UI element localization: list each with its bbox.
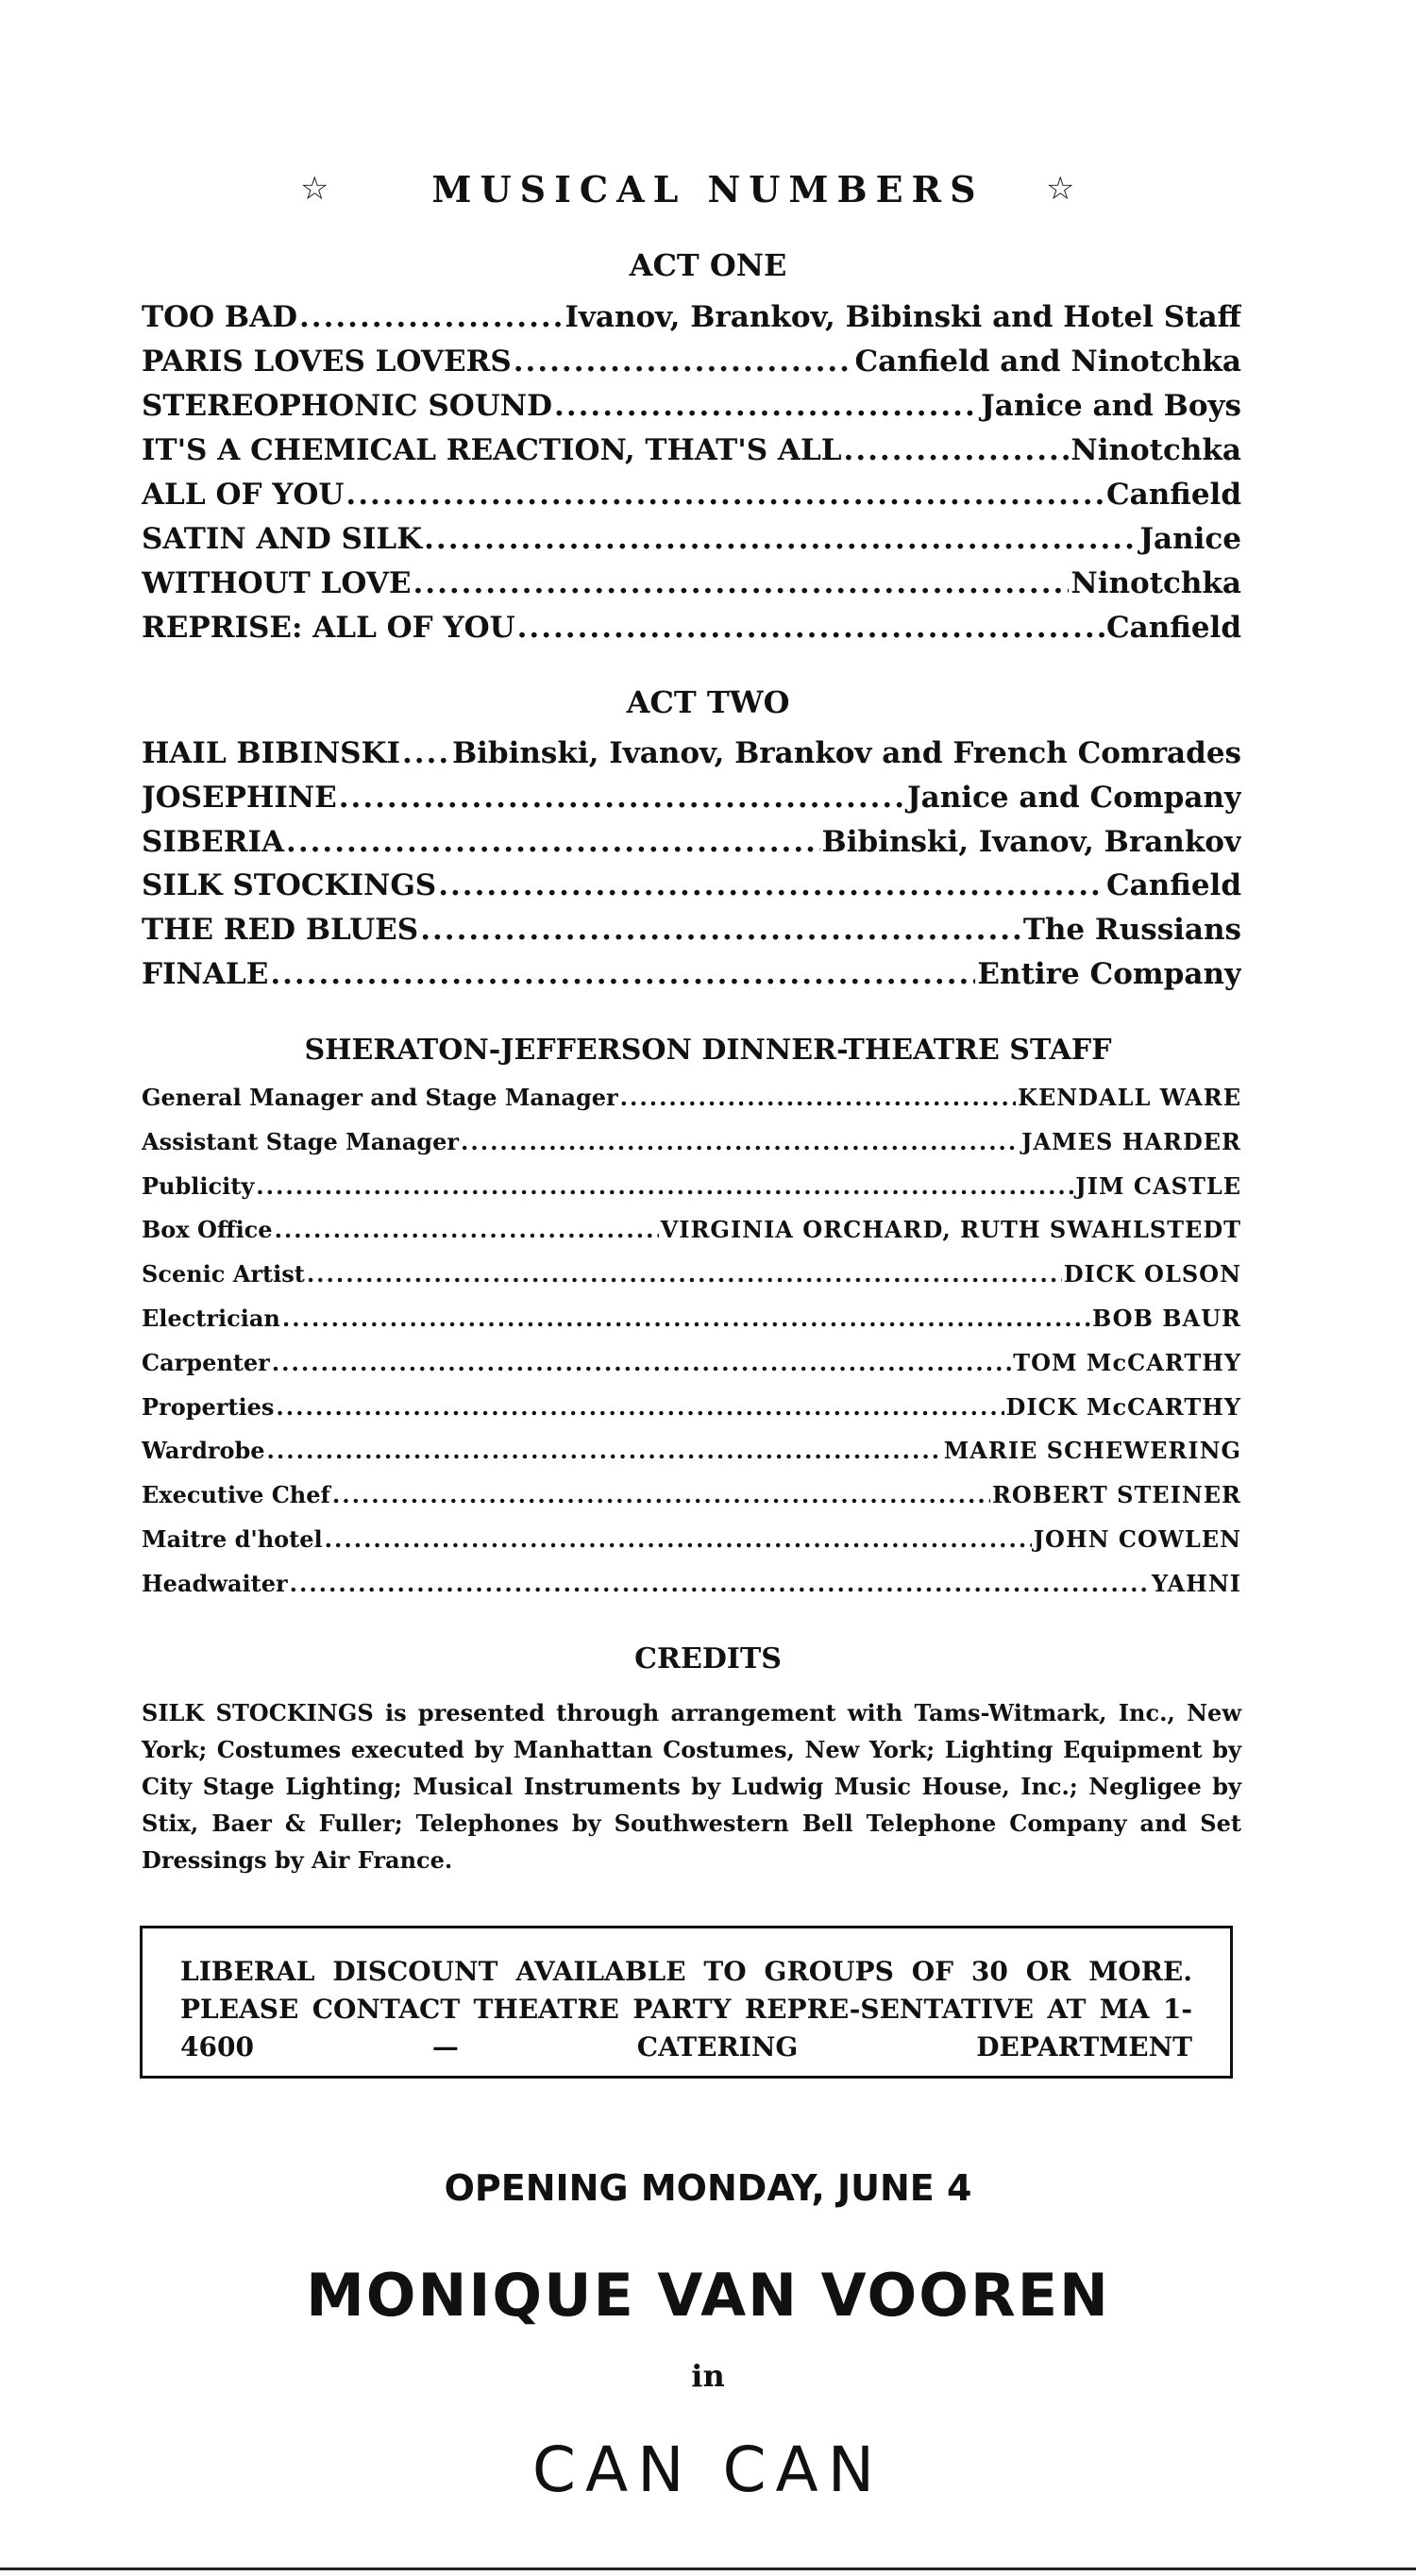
musical-number-row [142,300,1241,338]
staff-heading: SHERATON-JEFFERSON DINNER-THEATRE STAFF [304,1034,1112,1067]
staff-row-label: Electrician [142,1305,280,1332]
discount-notice-text: LIBERAL DISCOUNT AVAILABLE TO GROUPS OF 30 OR MORE. PLEASE CONTACT THEATRE PARTY REPRE-SENTATIVE AT MA 1-4600 — CATERING DEPARTMENT [180,1956,1192,2062]
credits-body: SILK STOCKINGS is presented through arrangement with Tams-Witmark, Inc., New York; Costumes executed by Manhattan Costumes, New York; Lighting Equipment by City Stage Lighting; Musical Instruments by Ludwig Music House, Inc.; Negligee by Stix, Baer & Fuller; Telephones by Southwestern Bell Telephone Company and Set Dressings by Air France. [142,1699,1241,1874]
discount-notice-box [140,1926,1233,2079]
musical-number-row [142,868,1241,906]
dot-leader [346,478,1104,512]
next-show-connector: in [691,2358,725,2394]
dot-leader [299,300,563,334]
dot-leader [307,1260,1062,1288]
staff-row-value: DICK McCARTHY [1005,1392,1241,1421]
dot-leader [620,1084,1016,1111]
dot-leader [267,1437,942,1464]
musical-number-row [142,522,1241,560]
musical-number-row-value: Entire Company [977,957,1241,991]
dot-leader [339,781,905,815]
musical-number-row-value: Canfield [1105,478,1241,512]
musical-number-row [142,736,1241,774]
staff-row [142,1216,1241,1248]
dot-leader [420,913,1021,947]
dot-leader [438,868,1104,902]
staff-row [142,1437,1241,1469]
staff-row-label: Assistant Stage Manager [142,1127,459,1155]
dot-leader [844,433,1070,467]
dot-leader [554,389,979,423]
staff-row-value: JIM CASTLE [1075,1171,1241,1200]
dot-leader [276,1393,1003,1421]
musical-number-row [142,433,1241,471]
musical-number-row-value: Canfield [1105,868,1241,903]
star-icon: ☆ [1046,170,1075,208]
musical-number-row-value: Canfield and Ninotchka [854,345,1241,379]
staff-row-label: Box Office [142,1216,273,1244]
dot-leader [286,825,819,859]
staff-row-value: MARIE SCHEWERING [943,1437,1241,1465]
musical-number-row-label: STEREOPHONIC SOUND [142,389,553,423]
musical-number-row-label: PARIS LOVES LOVERS [142,345,512,379]
dot-leader [256,1172,1073,1200]
staff-row-label: Publicity [142,1171,255,1200]
musical-number-row [142,781,1241,818]
next-show-star: MONIQUE VAN VOOREN [306,2261,1110,2330]
musical-number-row [142,345,1241,382]
dot-leader [282,1305,1090,1332]
staff-row [142,1481,1241,1513]
musical-number-row [142,389,1241,427]
credits-heading: CREDITS [634,1642,782,1675]
staff-row-label: Properties [142,1392,275,1421]
musical-number-row-label: SIBERIA [142,824,285,859]
staff-row [142,1128,1241,1160]
dot-leader [461,1128,1020,1155]
title-text: MUSICAL NUMBERS [431,168,985,210]
staff-row [142,1172,1241,1204]
staff-row-value: ROBERT STEINER [991,1481,1241,1509]
musical-numbers-title [0,168,1416,210]
staff-row [142,1260,1241,1292]
staff-row-value: KENDALL WARE [1018,1084,1241,1111]
musical-number-row-value: Canfield [1105,611,1241,645]
staff-row [142,1525,1241,1557]
staff-row [142,1084,1241,1116]
staff-row-value: DICK OLSON [1063,1260,1241,1288]
musical-number-row-label: WITHOUT LOVE [142,566,412,600]
dot-leader [517,611,1104,645]
musical-number-row-label: TOO BAD [142,300,298,334]
musical-number-row-value: Janice [1139,522,1241,556]
dot-leader [290,1570,1150,1597]
staff-row-label: Executive Chef [142,1481,330,1509]
musical-number-row [142,611,1241,648]
musical-number-row [142,957,1241,995]
musical-number-row-value: Ninotchka [1070,566,1241,600]
musical-number-row [142,566,1241,604]
musical-number-row-value: Ninotchka [1070,433,1241,467]
musical-number-row-label: REPRISE: ALL OF YOU [142,611,515,645]
dot-leader [402,736,450,770]
staff-row-value: JAMES HARDER [1021,1127,1241,1155]
staff-row-value: TOM McCARTHY [1013,1348,1241,1376]
staff-row [142,1349,1241,1381]
star-icon: ☆ [300,170,329,208]
musical-number-row-value: The Russians [1022,913,1241,948]
musical-number-row [142,913,1241,951]
dot-leader [270,957,975,991]
opening-date: OPENING MONDAY, JUNE 4 [444,2167,972,2209]
act-one-heading: ACT ONE [629,247,787,283]
musical-number-row-label: HAIL BIBINSKI [142,736,401,770]
dot-leader [424,522,1138,556]
staff-row-label: Carpenter [142,1348,270,1376]
staff-row-label: Scenic Artist [142,1260,305,1288]
musical-number-row [142,478,1241,515]
dot-leader [514,345,853,379]
musical-number-row-label: SATIN AND SILK [142,522,423,556]
staff-row-label: Headwaiter [142,1569,288,1597]
musical-number-row-value: Janice and Company [906,780,1241,815]
musical-number-row-label: FINALE [142,957,269,991]
musical-number-row-value: Janice and Boys [981,389,1241,423]
musical-number-row-label: IT'S A CHEMICAL REACTION, THAT'S ALL [142,433,842,467]
staff-row [142,1570,1241,1602]
staff-row-label: Maitre d'hotel [142,1525,323,1553]
act-two-heading: ACT TWO [626,684,790,720]
staff-row [142,1393,1241,1425]
next-show-title: CAN CAN [531,2433,885,2506]
musical-number-row [142,825,1241,863]
staff-row-value: YAHNI [1151,1569,1241,1597]
staff-row [142,1305,1241,1337]
dot-leader [332,1481,990,1508]
musical-number-row-label: SILK STOCKINGS [142,868,437,903]
musical-number-row-value: Ivanov, Brankov, Bibinski and Hotel Staff [565,300,1241,334]
musical-number-row-value: Bibinski, Ivanov, Brankov and French Comrades [451,736,1241,770]
musical-number-row-label: JOSEPHINE [142,780,337,815]
staff-row-value: JOHN COWLEN [1033,1525,1241,1553]
bottom-rule [0,2568,1416,2570]
staff-row-label: General Manager and Stage Manager [142,1084,618,1111]
musical-number-row-label: ALL OF YOU [142,478,345,512]
staff-row-label: Wardrobe [142,1437,265,1465]
musical-number-row-label: THE RED BLUES [142,913,419,948]
dot-leader [272,1349,1011,1376]
dot-leader [275,1216,659,1243]
dot-leader [413,566,1070,600]
staff-row-value: VIRGINIA ORCHARD, RUTH SWAHLSTEDT [660,1216,1241,1244]
musical-number-row-value: Bibinski, Ivanov, Brankov [821,824,1241,859]
dot-leader [325,1525,1032,1553]
staff-row-value: BOB BAUR [1091,1305,1241,1332]
